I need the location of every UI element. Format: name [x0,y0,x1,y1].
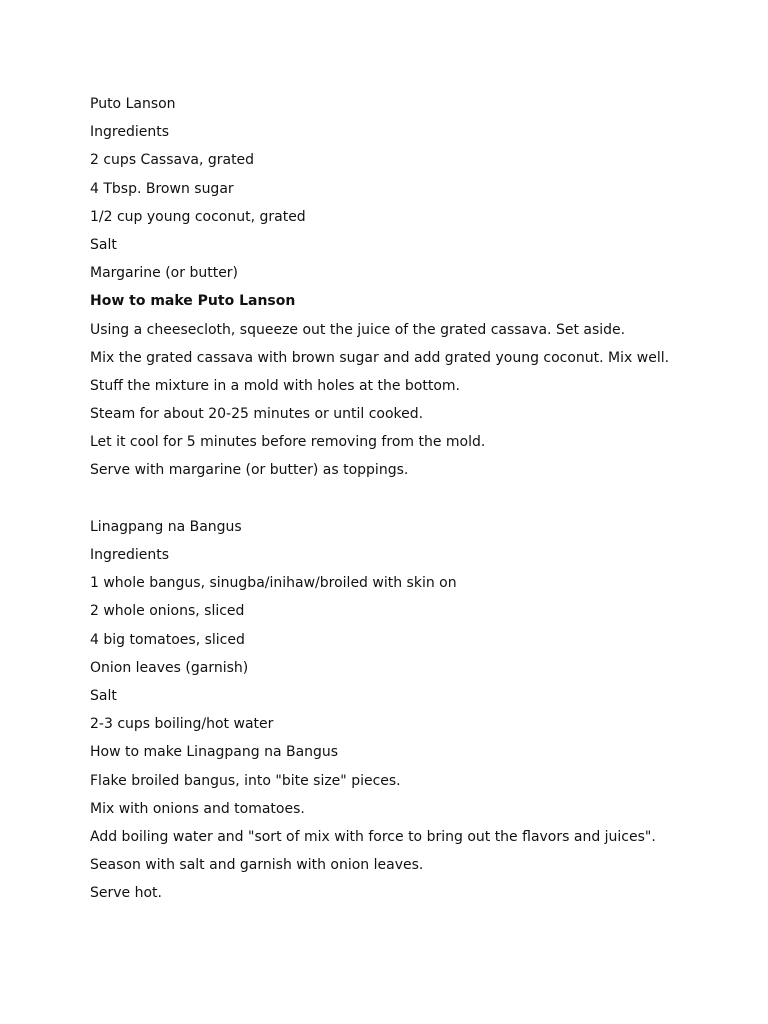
method-step: Using a cheesecloth, squeeze out the juice of the grated cassava. Set aside. [90,321,626,338]
ingredient-item: 2 whole onions, sliced [90,603,245,620]
document-page [90,90,730,907]
ingredients-label: Ingredients [90,124,169,141]
recipe-puto-lanson [90,90,730,485]
method-step: Let it cool for 5 minutes before removing from the mold. [90,434,486,451]
method-step: Mix the grated cassava with brown sugar and add grated young coconut. Mix well. [90,349,670,366]
method-step: Mix with onions and tomatoes. [90,800,305,817]
ingredient-item: Margarine (or butter) [90,265,239,282]
ingredient-item: 2 cups Cassava, grated [90,152,255,169]
ingredient-item: 1 whole bangus, sinugba/inihaw/broiled with skin on [90,575,457,592]
ingredient-item: Salt [90,687,117,704]
method-step: Serve hot. [90,885,162,902]
ingredients-label: Ingredients [90,547,169,563]
ingredient-item: 2-3 cups boiling/hot water [90,716,274,733]
method-step: Add boiling water and "sort of mix with force to bring out the flavors and juices". [90,828,656,845]
method-step: Stuff the mixture in a mold with holes at the bottom. [90,377,460,394]
method-step: Serve with margarine (or butter) as toppings. [90,462,409,479]
ingredient-item: 1/2 cup young coconut, grated [90,208,306,225]
method-step: Flake broiled bangus, into "bite size" pieces. [90,772,401,789]
blank-line [90,485,730,513]
ingredient-item: 4 big tomatoes, sliced [90,631,245,648]
ingredient-item: Onion leaves (garnish) [90,659,249,676]
method-step: Season with salt and garnish with onion leaves. [90,857,424,874]
recipe-linagpang-na-bangus [90,513,730,908]
ingredient-item: Salt [90,236,117,253]
method-step: Steam for about 20-25 minutes or until cooked. [90,406,424,423]
recipe-title: Linagpang na Bangus [90,518,242,535]
recipe-title: Puto Lanson [90,96,176,112]
method-heading: How to make Puto Lanson [90,293,296,310]
ingredient-item: 4 Tbsp. Brown sugar [90,180,234,197]
method-heading: How to make Linagpang na Bangus [90,744,339,761]
